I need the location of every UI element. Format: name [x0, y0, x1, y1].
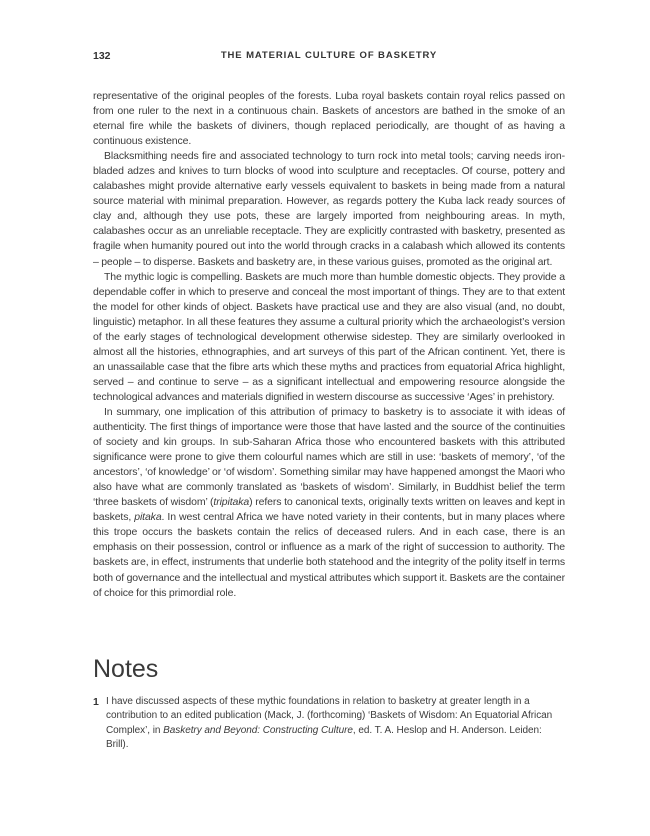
note-item: [93, 695, 565, 753]
page-number: 132: [93, 50, 111, 62]
body-paragraph: In summary, one implication of this attribution of primacy to basketry is to associate it with ideas of authenticity. The first things of importance were those that have lasted and the source of the continuities of society and kin groups. In sub-Saharan Africa those who encountered baskets with this attributed significance were prone to give them colourful names which are still in use: ‘baskets of memory’, ‘of the ancestors’, ‘of knowledge’ or ‘of wisdom’. Something similar may have happened amongst the Maori who also have what are commonly translated as ‘baskets of wisdom’. Similarly, in Buddhist belief the term ‘three baskets of wisdom’ (tripitaka) refers to canonical texts, originally texts written on leaves and kept in baskets, pitaka. In west central Africa we have noted variety in their contents, but in many places where this trope occurs the baskets contain the relics of deceased rulers. And in each case, there is an emphasis on their possession, control or influence as a mark of the right of succession to authority. The baskets are, in effect, instruments that underlie both statehood and the integrity of the polity itself in terms both of governance and the intellectual and mystical attributes which support it. Baskets are the container of choice for this primordial role.: [93, 405, 566, 599]
italic-term: Basketry and Beyond: Constructing Culture: [163, 724, 353, 736]
italic-term: tripitaka: [213, 496, 250, 509]
body-paragraph: The mythic logic is compelling. Baskets are much more than humble domestic objects. They provide a dependable coffer in which to preserve and conceal the most important of things. They are to that extent the model for other kinds of object. Baskets have practical use and they are also visual (and, no doubt, linguistic) metaphor. In all these features they assume a cultural priority which the archaeologist’s version of the early stages of technological development otherwise sidestep. They are similarly overlooked in almost all the histories, ethnographies, and art surveys of this part of the African continent. Yet, there is an unassailable case that the fibre arts which these myths and practices from equatorial Africa highlight, served – and continue to serve – as a significant intellectual and empowering resource alongside the technological advances and materials dignified in western discourse as successive ‘Ages’ in prehistory.: [93, 270, 565, 403]
italic-term: pitaka: [134, 511, 162, 524]
body-paragraph: Blacksmithing needs fire and associated technology to turn rock into metal tools; carving needs iron-bladed adzes and knives to turn blocks of wood into sculpture and receptacles. Of course, pottery and calabashes might provide alternative early vessels equivalent to baskets in being made from a natural source material with minimal preparation. However, as regards pottery the Kuba lack ready sources of clay and, although they use pots, these are largely imported from neighbouring areas. In myth, calabashes occur as an unreliable receptacle. They are explicitly contrasted with basketry, presented as fragile when humanity poured out into the world through cracks in a calabash which allowed its contents – people – to disperse. Baskets and basketry are, in these various guises, promoted as the original art.: [93, 150, 565, 268]
body-text: [93, 89, 565, 601]
running-header: [93, 50, 565, 66]
note-text: I have discussed aspects of these mythic foundations in relation to basketry at greater length in a contribution to an edited publication (Mack, J. (forthcoming) ‘Baskets of Wisdom: An Equatorial African Complex’, in Basketry and Beyond: Constructing Culture, ed. T. A. Heslop and H. Anderson. Leiden: Brill).: [106, 696, 553, 751]
notes-heading: Notes: [93, 655, 159, 683]
note-number: 1: [93, 696, 99, 708]
body-paragraph: representative of the original peoples of the forests. Luba royal baskets contain royal relics passed on from one ruler to the next in a continuous chain. Baskets of ancestors are bathed in the smoke of an eternal fire while the baskets of diviners, though replaced periodically, are thought of as having a continuous existence.: [93, 90, 565, 148]
running-title: THE MATERIAL CULTURE OF BASKETRY: [220, 50, 438, 61]
notes-list: [93, 695, 565, 753]
